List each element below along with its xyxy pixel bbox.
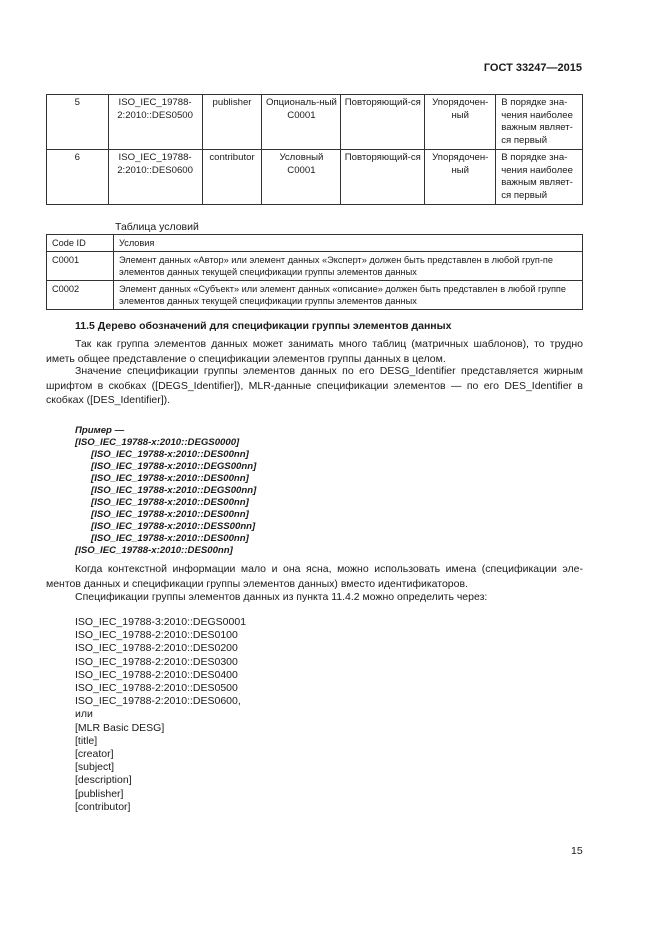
list-item: ISO_IEC_19788-2:2010::DES0600,	[75, 695, 241, 708]
row-number: 5	[47, 95, 109, 150]
list-item: [MLR Basic DESG]	[75, 721, 165, 734]
example-label: Пример —	[75, 425, 125, 436]
paragraph	[46, 337, 583, 366]
example-line: [ISO_IEC_19788-x:2010::DES00nn]	[75, 545, 233, 556]
element-name: contributor	[202, 150, 262, 205]
order-cell: Упорядочен-ный	[425, 150, 496, 205]
conditions-table-caption: Таблица условий	[115, 221, 199, 233]
paragraph-text: Когда контекстной информации мало и она ясна, можно использовать имена (спецификации эле-ментов данных и спецификации группы элементов данных) вместо идентификаторов.	[46, 563, 583, 590]
column-header-code: Code ID	[47, 235, 114, 252]
list-item: или	[75, 708, 93, 721]
note-cell: В порядке зна-чения наиболее важным являет-ся первый	[496, 95, 583, 150]
order-cell: Упорядочен-ный	[425, 95, 496, 150]
list-item: ISO_IEC_19788-2:2010::DES0300	[75, 655, 238, 668]
section-heading: 11.5 Дерево обозначений для спецификации группы элементов данных	[75, 320, 452, 332]
example-line: [ISO_IEC_19788-x:2010::DES00nn]	[91, 497, 249, 508]
conditions-table	[46, 234, 583, 310]
condition-code: С0001	[47, 252, 114, 281]
example-line: [ISO_IEC_19788-x:2010::DES00nn]	[91, 449, 249, 460]
list-item: [publisher]	[75, 787, 124, 800]
column-header-conditions: Условия	[114, 235, 583, 252]
example-block	[75, 425, 256, 557]
note-cell: В порядке зна-чения наиболее важным являет-ся первый	[496, 150, 583, 205]
list-item: ISO_IEC_19788-3:2010::DEGS0001	[75, 616, 247, 628]
table-row	[47, 150, 583, 205]
condition-text: Элемент данных «Субъект» или элемент данных «описание» должен быть представлен в любой группе элементов данных текущей спецификации группы элементов данных	[114, 281, 583, 310]
list-item: [creator]	[75, 748, 114, 761]
example-line: [ISO_IEC_19788-x:2010::DEGS0000]	[75, 437, 240, 448]
paragraph	[46, 364, 583, 408]
paragraph	[46, 562, 583, 591]
repeat-cell: Повторяющий-ся	[341, 150, 425, 205]
condition-code: С0002	[47, 281, 114, 310]
paragraph-text: Значение спецификации группы элементов данных по его DESG_Identifier представляется жирным шрифтом в скобках ([DEGS_Identifier]), MLR-данные спецификации элементов — по его DES_Identifier в скобках ([DES_Identifier]).	[46, 365, 583, 406]
paragraph	[46, 590, 583, 605]
row-number: 6	[47, 150, 109, 205]
table-row	[47, 95, 583, 150]
paragraph-text: Спецификации группы элементов данных из пункта 11.4.2 можно определить через:	[75, 591, 488, 603]
element-identifier: ISO_IEC_19788-2:2010::DES0500	[108, 95, 202, 150]
element-name: publisher	[202, 95, 262, 150]
list-item: [description]	[75, 774, 132, 787]
example-line: [ISO_IEC_19788-x:2010::DES00nn]	[91, 533, 249, 544]
element-identifier: ISO_IEC_19788-2:2010::DES0600	[108, 150, 202, 205]
obligation-cell: Опциональ-ный С0001	[262, 95, 341, 150]
page-number: 15	[571, 845, 583, 857]
document-id: ГОСТ 33247—2015	[483, 62, 582, 74]
example-line: [ISO_IEC_19788-x:2010::DESS00nn]	[91, 521, 256, 532]
table-header-row	[47, 235, 583, 252]
list-item: [contributor]	[75, 800, 131, 813]
list-item: [title]	[75, 734, 98, 747]
obligation-cell: Условный С0001	[262, 150, 341, 205]
example-line: [ISO_IEC_19788-x:2010::DEGS00nn]	[91, 461, 257, 472]
list-item: ISO_IEC_19788-2:2010::DES0200	[75, 642, 238, 655]
list-item: [subject]	[75, 761, 115, 774]
example-line: [ISO_IEC_19788-x:2010::DES00nn]	[91, 473, 249, 484]
identifier-list	[75, 616, 246, 814]
table-row	[47, 281, 583, 310]
table-row	[47, 252, 583, 281]
condition-text: Элемент данных «Автор» или элемент данных «Эксперт» должен быть представлен в любой груп-пе элементов данных текущей спецификации группы элементов данных	[114, 252, 583, 281]
repeat-cell: Повторяющий-ся	[341, 95, 425, 150]
list-item: ISO_IEC_19788-2:2010::DES0400	[75, 668, 238, 681]
example-line: [ISO_IEC_19788-x:2010::DEGS00nn]	[91, 485, 257, 496]
list-item: ISO_IEC_19788-2:2010::DES0100	[75, 629, 238, 642]
list-item: ISO_IEC_19788-2:2010::DES0500	[75, 682, 238, 695]
paragraph-text: Так как группа элементов данных может занимать много таблиц (матричных шаблонов), то трудно иметь общее представление о спецификации элементов группы данных в целом.	[46, 338, 583, 365]
example-line: [ISO_IEC_19788-x:2010::DES00nn]	[91, 509, 249, 520]
data-element-table	[46, 94, 583, 205]
